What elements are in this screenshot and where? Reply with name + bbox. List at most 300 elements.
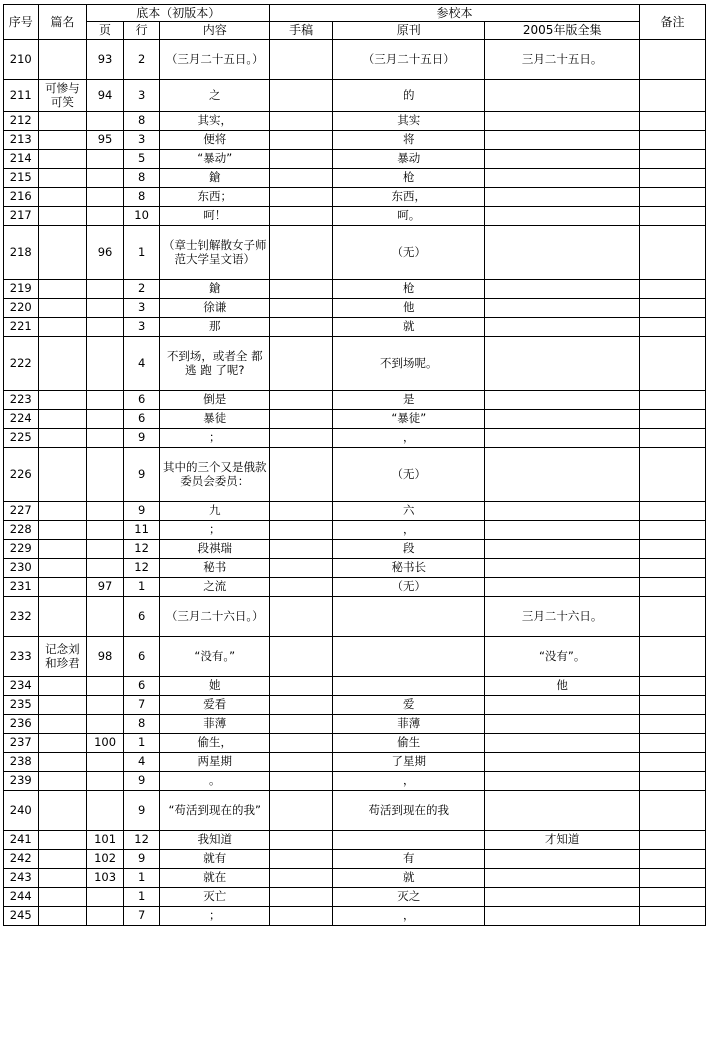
cell-manuscript [270, 501, 333, 520]
cell-edition-2005 [485, 111, 639, 130]
cell-manuscript [270, 447, 333, 501]
cell-page [87, 428, 124, 447]
cell-seq: 242 [4, 849, 39, 868]
cell-edition-2005 [485, 279, 639, 298]
header-base-group: 底本（初版本） [87, 5, 270, 22]
cell-original: 枪 [333, 279, 485, 298]
table-row [4, 733, 706, 752]
cell-remark [639, 906, 705, 925]
cell-manuscript [270, 636, 333, 676]
cell-content: 呵！ [160, 206, 270, 225]
cell-page [87, 187, 124, 206]
cell-manuscript [270, 149, 333, 168]
cell-line: 1 [123, 887, 160, 906]
cell-remark [639, 539, 705, 558]
cell-line: 4 [123, 752, 160, 771]
cell-manuscript [270, 111, 333, 130]
cell-edition-2005 [485, 906, 639, 925]
cell-title [38, 317, 87, 336]
cell-edition-2005 [485, 752, 639, 771]
cell-remark [639, 447, 705, 501]
cell-remark [639, 390, 705, 409]
cell-edition-2005 [485, 520, 639, 539]
header-content: 内容 [160, 22, 270, 39]
cell-content: “苟活到现在的我” [160, 790, 270, 830]
cell-line: 12 [123, 830, 160, 849]
cell-line: 9 [123, 447, 160, 501]
cell-seq: 214 [4, 149, 39, 168]
cell-line: 2 [123, 279, 160, 298]
cell-line: 9 [123, 501, 160, 520]
cell-manuscript [270, 428, 333, 447]
table-row [4, 279, 706, 298]
cell-manuscript [270, 336, 333, 390]
cell-edition-2005 [485, 695, 639, 714]
cell-line: 4 [123, 336, 160, 390]
cell-title [38, 695, 87, 714]
cell-title [38, 733, 87, 752]
cell-seq: 218 [4, 225, 39, 279]
cell-page [87, 752, 124, 771]
header-original: 原刊 [333, 22, 485, 39]
header-line: 行 [123, 22, 160, 39]
cell-remark [639, 733, 705, 752]
cell-page [87, 317, 124, 336]
cell-line: 6 [123, 676, 160, 695]
cell-seq: 231 [4, 577, 39, 596]
cell-content: 之 [160, 79, 270, 111]
table-row [4, 79, 706, 111]
cell-line: 9 [123, 428, 160, 447]
cell-title [38, 298, 87, 317]
cell-line: 1 [123, 868, 160, 887]
cell-remark [639, 317, 705, 336]
cell-manuscript [270, 298, 333, 317]
cell-content: 九 [160, 501, 270, 520]
cell-line: 2 [123, 39, 160, 79]
table-row [4, 336, 706, 390]
cell-title [38, 906, 87, 925]
cell-seq: 220 [4, 298, 39, 317]
cell-edition-2005 [485, 168, 639, 187]
cell-line: 3 [123, 298, 160, 317]
cell-content: “没有。” [160, 636, 270, 676]
header-row-2 [4, 22, 706, 39]
cell-edition-2005: 三月二十五日。 [485, 39, 639, 79]
cell-manuscript [270, 390, 333, 409]
cell-seq: 233 [4, 636, 39, 676]
cell-content: 那 [160, 317, 270, 336]
cell-seq: 210 [4, 39, 39, 79]
cell-title: 记念刘和珍君 [38, 636, 87, 676]
cell-content: ； [160, 906, 270, 925]
cell-edition-2005 [485, 771, 639, 790]
cell-title [38, 887, 87, 906]
cell-original: 枪 [333, 168, 485, 187]
cell-page [87, 539, 124, 558]
cell-edition-2005 [485, 733, 639, 752]
cell-seq: 228 [4, 520, 39, 539]
cell-edition-2005 [485, 130, 639, 149]
cell-line: 6 [123, 636, 160, 676]
cell-title [38, 336, 87, 390]
cell-page: 100 [87, 733, 124, 752]
cell-original: （无） [333, 447, 485, 501]
cell-remark [639, 577, 705, 596]
cell-original: ， [333, 771, 485, 790]
cell-page [87, 771, 124, 790]
collation-table [3, 4, 706, 926]
cell-content: 之流 [160, 577, 270, 596]
cell-content: 。 [160, 771, 270, 790]
cell-edition-2005 [485, 887, 639, 906]
cell-page: 93 [87, 39, 124, 79]
cell-page [87, 409, 124, 428]
table-row [4, 714, 706, 733]
cell-seq: 241 [4, 830, 39, 849]
cell-original: 就 [333, 868, 485, 887]
cell-title [38, 447, 87, 501]
cell-original: （无） [333, 577, 485, 596]
cell-content: ； [160, 428, 270, 447]
cell-line: 1 [123, 577, 160, 596]
cell-content: 她 [160, 676, 270, 695]
cell-manuscript [270, 279, 333, 298]
table-row [4, 539, 706, 558]
cell-edition-2005 [485, 577, 639, 596]
cell-remark [639, 868, 705, 887]
cell-page [87, 676, 124, 695]
cell-title [38, 39, 87, 79]
cell-content: 菲薄 [160, 714, 270, 733]
table-row [4, 636, 706, 676]
cell-remark [639, 596, 705, 636]
cell-manuscript [270, 130, 333, 149]
cell-content: 其实， [160, 111, 270, 130]
cell-remark [639, 130, 705, 149]
cell-page: 94 [87, 79, 124, 111]
cell-edition-2005: 三月二十六日。 [485, 596, 639, 636]
cell-manuscript [270, 558, 333, 577]
cell-manuscript [270, 771, 333, 790]
header-page: 页 [87, 22, 124, 39]
cell-page [87, 714, 124, 733]
cell-seq: 211 [4, 79, 39, 111]
cell-title [38, 187, 87, 206]
cell-edition-2005 [485, 501, 639, 520]
cell-content: （章士钊解散女子师范大学呈文语） [160, 225, 270, 279]
cell-manuscript [270, 577, 333, 596]
cell-line: 6 [123, 596, 160, 636]
cell-manuscript [270, 539, 333, 558]
cell-remark [639, 849, 705, 868]
cell-seq: 225 [4, 428, 39, 447]
cell-content: （三月二十五日。） [160, 39, 270, 79]
table-row [4, 790, 706, 830]
cell-title [38, 390, 87, 409]
cell-content: 鎗 [160, 168, 270, 187]
table-row [4, 577, 706, 596]
cell-remark [639, 887, 705, 906]
cell-remark [639, 298, 705, 317]
cell-manuscript [270, 714, 333, 733]
table-row [4, 206, 706, 225]
cell-original [333, 596, 485, 636]
cell-content: 就在 [160, 868, 270, 887]
cell-title [38, 771, 87, 790]
cell-manuscript [270, 187, 333, 206]
cell-title [38, 676, 87, 695]
cell-original: 段 [333, 539, 485, 558]
cell-content: 灭亡 [160, 887, 270, 906]
table-row [4, 187, 706, 206]
cell-original: 将 [333, 130, 485, 149]
cell-original: ， [333, 428, 485, 447]
cell-page [87, 596, 124, 636]
table-row [4, 849, 706, 868]
cell-page [87, 149, 124, 168]
cell-page: 101 [87, 830, 124, 849]
cell-seq: 217 [4, 206, 39, 225]
cell-page [87, 906, 124, 925]
cell-original: 菲薄 [333, 714, 485, 733]
cell-line: 3 [123, 317, 160, 336]
cell-page [87, 111, 124, 130]
cell-line: 11 [123, 520, 160, 539]
cell-edition-2005 [485, 558, 639, 577]
header-row-1 [4, 5, 706, 22]
cell-seq: 230 [4, 558, 39, 577]
cell-original: 了星期 [333, 752, 485, 771]
cell-original: 就 [333, 317, 485, 336]
cell-title [38, 206, 87, 225]
cell-manuscript [270, 168, 333, 187]
cell-title [38, 539, 87, 558]
cell-edition-2005 [485, 849, 639, 868]
cell-remark [639, 168, 705, 187]
cell-remark [639, 695, 705, 714]
cell-edition-2005 [485, 317, 639, 336]
cell-remark [639, 714, 705, 733]
cell-seq: 226 [4, 447, 39, 501]
cell-content: 两星期 [160, 752, 270, 771]
cell-line: 12 [123, 558, 160, 577]
cell-title [38, 409, 87, 428]
table-row [4, 752, 706, 771]
table-header [4, 5, 706, 40]
table-row [4, 520, 706, 539]
cell-edition-2005 [485, 868, 639, 887]
cell-page [87, 501, 124, 520]
cell-original: 秘书长 [333, 558, 485, 577]
cell-line: 3 [123, 130, 160, 149]
table-row [4, 501, 706, 520]
table-row [4, 676, 706, 695]
header-remark: 备注 [639, 5, 705, 40]
cell-edition-2005: 他 [485, 676, 639, 695]
cell-page [87, 336, 124, 390]
table-row [4, 558, 706, 577]
cell-edition-2005 [485, 187, 639, 206]
cell-remark [639, 636, 705, 676]
table-row [4, 771, 706, 790]
cell-title [38, 428, 87, 447]
cell-remark [639, 336, 705, 390]
cell-original [333, 636, 485, 676]
table-row [4, 596, 706, 636]
cell-original: ， [333, 520, 485, 539]
cell-line: 8 [123, 111, 160, 130]
cell-seq: 239 [4, 771, 39, 790]
cell-seq: 215 [4, 168, 39, 187]
cell-page: 103 [87, 868, 124, 887]
cell-content: 徐谦 [160, 298, 270, 317]
cell-original: ， [333, 906, 485, 925]
cell-title [38, 111, 87, 130]
cell-original: “暴徒” [333, 409, 485, 428]
cell-seq: 244 [4, 887, 39, 906]
cell-title [38, 225, 87, 279]
table-row [4, 149, 706, 168]
cell-edition-2005 [485, 336, 639, 390]
cell-remark [639, 790, 705, 830]
cell-line: 1 [123, 225, 160, 279]
cell-edition-2005 [485, 149, 639, 168]
cell-title [38, 752, 87, 771]
cell-original: 是 [333, 390, 485, 409]
cell-original: 其实 [333, 111, 485, 130]
cell-seq: 223 [4, 390, 39, 409]
cell-content: 其中的三个又是俄款委员会委员： [160, 447, 270, 501]
cell-edition-2005 [485, 206, 639, 225]
cell-title [38, 714, 87, 733]
cell-original: 的 [333, 79, 485, 111]
cell-page [87, 520, 124, 539]
cell-page: 97 [87, 577, 124, 596]
cell-seq: 227 [4, 501, 39, 520]
cell-content: 倒是 [160, 390, 270, 409]
cell-manuscript [270, 906, 333, 925]
cell-original: 六 [333, 501, 485, 520]
cell-title [38, 558, 87, 577]
cell-manuscript [270, 206, 333, 225]
cell-content: 不到场，或者全 都 逃 跑 了呢? [160, 336, 270, 390]
cell-remark [639, 149, 705, 168]
header-seq: 序号 [4, 5, 39, 40]
cell-original: 有 [333, 849, 485, 868]
cell-content: 就有 [160, 849, 270, 868]
cell-remark [639, 558, 705, 577]
cell-manuscript [270, 849, 333, 868]
cell-remark [639, 79, 705, 111]
cell-line: 8 [123, 714, 160, 733]
cell-remark [639, 409, 705, 428]
cell-remark [639, 676, 705, 695]
cell-seq: 216 [4, 187, 39, 206]
cell-page [87, 695, 124, 714]
table-row [4, 298, 706, 317]
cell-content: 暴徒 [160, 409, 270, 428]
cell-page: 96 [87, 225, 124, 279]
cell-edition-2005 [485, 79, 639, 111]
header-manuscript: 手稿 [270, 22, 333, 39]
cell-content: 爱看 [160, 695, 270, 714]
cell-manuscript [270, 317, 333, 336]
cell-original: 他 [333, 298, 485, 317]
cell-line: 5 [123, 149, 160, 168]
cell-edition-2005: 才知道 [485, 830, 639, 849]
table-row [4, 906, 706, 925]
cell-manuscript [270, 520, 333, 539]
header-title: 篇名 [38, 5, 87, 40]
cell-original: 东西， [333, 187, 485, 206]
cell-title [38, 130, 87, 149]
cell-seq: 232 [4, 596, 39, 636]
cell-line: 1 [123, 733, 160, 752]
cell-edition-2005 [485, 390, 639, 409]
cell-seq: 222 [4, 336, 39, 390]
cell-seq: 213 [4, 130, 39, 149]
cell-seq: 236 [4, 714, 39, 733]
cell-title [38, 501, 87, 520]
cell-title [38, 868, 87, 887]
cell-content: 偷生， [160, 733, 270, 752]
cell-line: 3 [123, 79, 160, 111]
cell-edition-2005 [485, 790, 639, 830]
cell-edition-2005 [485, 428, 639, 447]
cell-page: 95 [87, 130, 124, 149]
cell-manuscript [270, 409, 333, 428]
cell-remark [639, 752, 705, 771]
cell-title [38, 168, 87, 187]
cell-original [333, 676, 485, 695]
cell-remark [639, 39, 705, 79]
table-row [4, 130, 706, 149]
cell-original: 苟活到现在的我 [333, 790, 485, 830]
cell-line: 9 [123, 849, 160, 868]
cell-remark [639, 830, 705, 849]
cell-title [38, 279, 87, 298]
cell-edition-2005 [485, 714, 639, 733]
cell-remark [639, 187, 705, 206]
cell-line: 6 [123, 409, 160, 428]
cell-seq: 240 [4, 790, 39, 830]
cell-edition-2005 [485, 447, 639, 501]
cell-content: 段祺瑞 [160, 539, 270, 558]
cell-remark [639, 771, 705, 790]
table-row [4, 390, 706, 409]
cell-remark [639, 279, 705, 298]
cell-original: 暴动 [333, 149, 485, 168]
cell-page [87, 447, 124, 501]
table-row [4, 409, 706, 428]
cell-remark [639, 225, 705, 279]
cell-seq: 243 [4, 868, 39, 887]
cell-manuscript [270, 225, 333, 279]
cell-remark [639, 501, 705, 520]
table-row [4, 317, 706, 336]
cell-line: 9 [123, 771, 160, 790]
cell-edition-2005 [485, 225, 639, 279]
cell-manuscript [270, 79, 333, 111]
cell-seq: 229 [4, 539, 39, 558]
table-row [4, 887, 706, 906]
header-edition-2005: 2005年版全集 [485, 22, 639, 39]
cell-seq: 235 [4, 695, 39, 714]
cell-seq: 245 [4, 906, 39, 925]
cell-page [87, 790, 124, 830]
cell-seq: 219 [4, 279, 39, 298]
